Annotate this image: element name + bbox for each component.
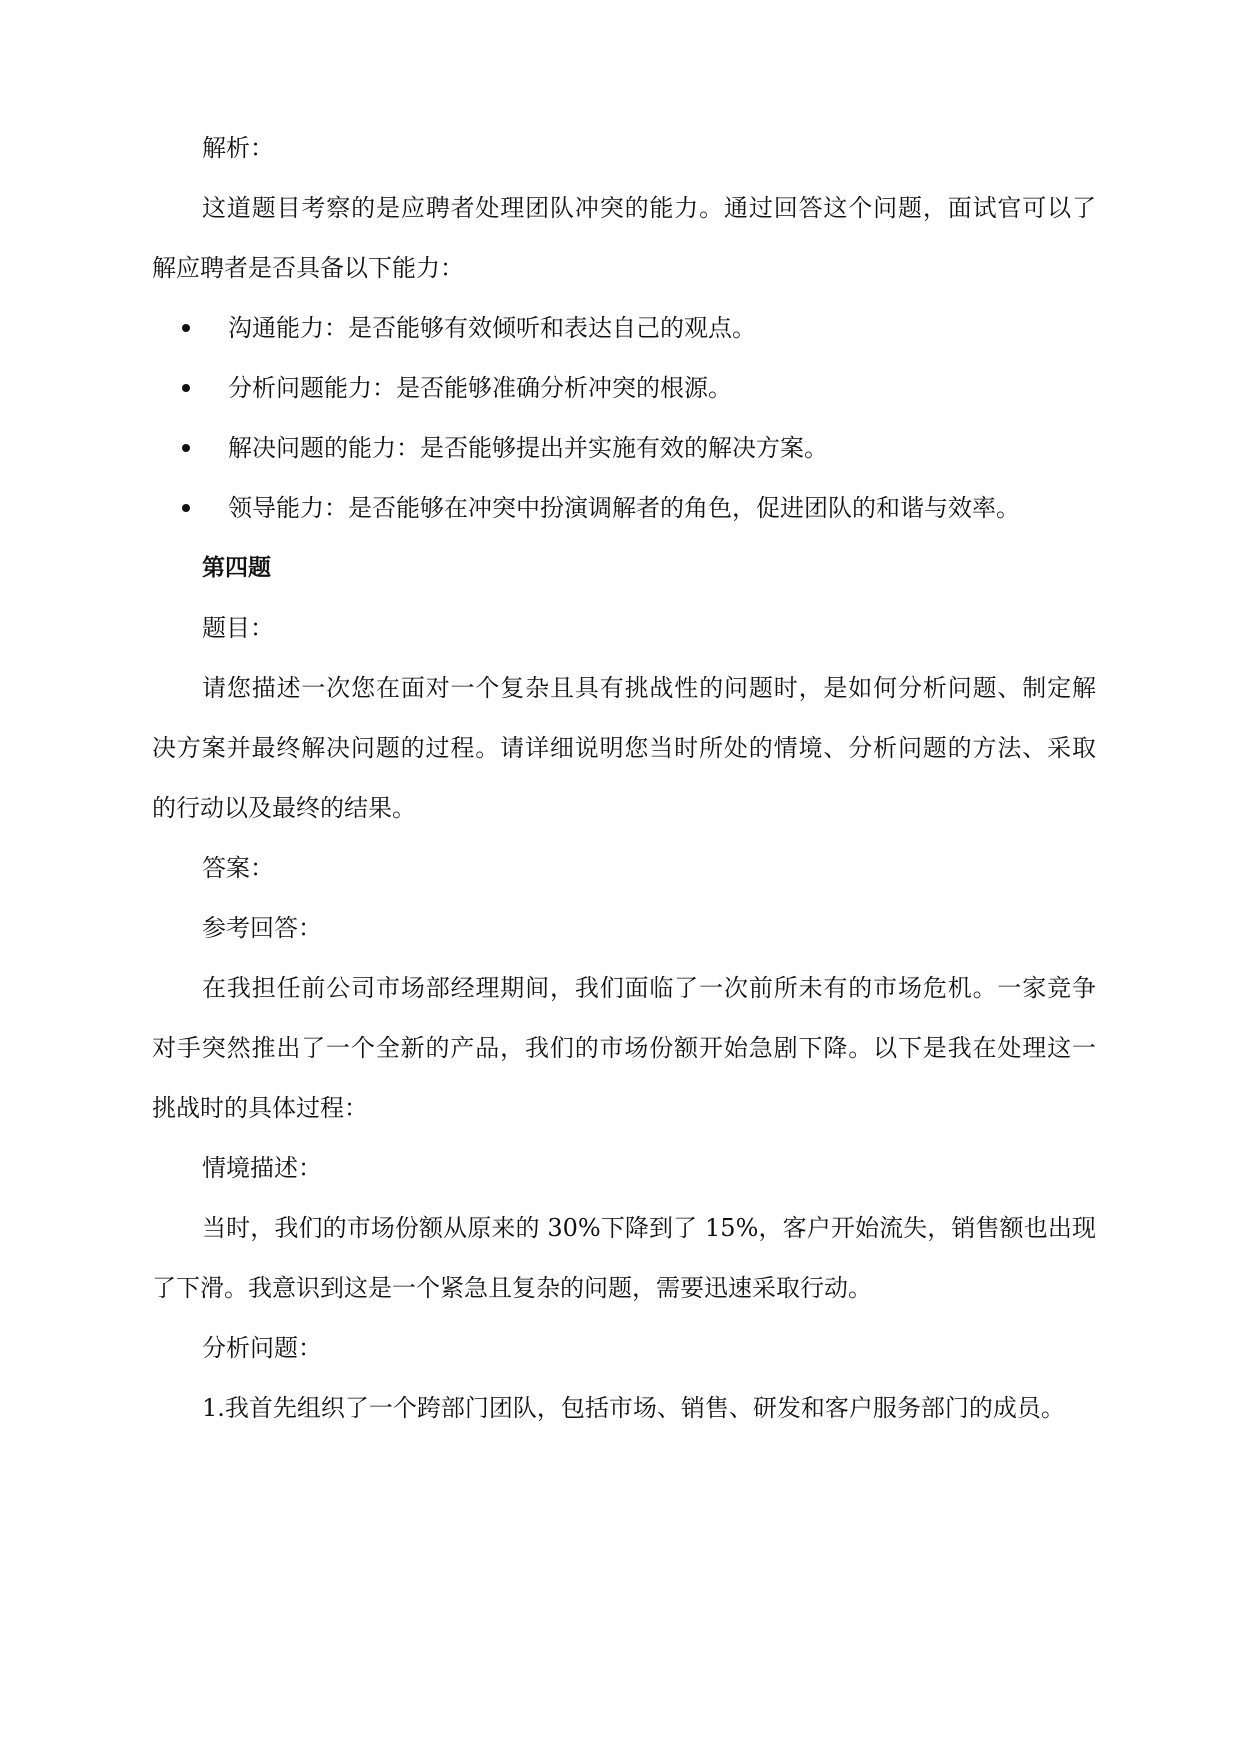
answer-line-3: 挑战时的具体过程： xyxy=(152,1094,368,1122)
bullet-text: 领导能力：是否能够在冲突中扮演调解者的角色，促进团队的和谐与效率。 xyxy=(228,494,1020,522)
bullet-dot-icon xyxy=(182,324,190,332)
answer-line-1: 在我担任前公司市场部经理期间，我们面临了一次前所未有的市场危机。一家竞争 xyxy=(202,974,1096,1002)
bullet-item xyxy=(182,372,1096,404)
bullet-item xyxy=(182,432,1096,464)
answer-line-2: 对手突然推出了一个全新的产品，我们的市场份额开始急剧下降。以下是我在处理这一 xyxy=(152,1034,1096,1062)
situation-line-1: 当时，我们的市场份额从原来的 30%下降到了 15%，客户开始流失，销售额也出现 xyxy=(202,1214,1096,1242)
bullet-text: 解决问题的能力：是否能够提出并实施有效的解决方案。 xyxy=(228,434,828,462)
bullet-item xyxy=(182,492,1096,524)
reference-answer-label: 参考回答： xyxy=(202,914,322,942)
question-line-1: 请您描述一次您在面对一个复杂且具有挑战性的问题时，是如何分析问题、制定解 xyxy=(202,674,1096,702)
question-line-3: 的行动以及最终的结果。 xyxy=(152,794,416,822)
section-heading: 第四题 xyxy=(202,555,271,581)
question-label: 题目： xyxy=(202,614,274,642)
answer-label: 答案： xyxy=(202,854,274,882)
analysis-label: 解析： xyxy=(202,134,274,162)
bullet-dot-icon xyxy=(182,504,190,512)
analysis-step-label: 分析问题： xyxy=(202,1334,322,1362)
question-line-2: 决方案并最终解决问题的过程。请详细说明您当时所处的情境、分析问题的方法、采取 xyxy=(152,734,1096,762)
step-1: 1.我首先组织了一个跨部门团队，包括市场、销售、研发和客户服务部门的成员。 xyxy=(202,1394,1065,1422)
bullet-dot-icon xyxy=(182,384,190,392)
bullet-dot-icon xyxy=(182,444,190,452)
analysis-text-line-1: 这道题目考察的是应聘者处理团队冲突的能力。通过回答这个问题，面试官可以了 xyxy=(202,194,1096,222)
bullet-text: 沟通能力：是否能够有效倾听和表达自己的观点。 xyxy=(228,314,756,342)
bullet-item xyxy=(182,312,1096,344)
situation-line-2: 了下滑。我意识到这是一个紧急且复杂的问题，需要迅速采取行动。 xyxy=(152,1274,872,1302)
bullet-text: 分析问题能力：是否能够准确分析冲突的根源。 xyxy=(228,374,732,402)
situation-label: 情境描述： xyxy=(202,1154,322,1182)
analysis-text-line-2: 解应聘者是否具备以下能力： xyxy=(152,254,464,282)
